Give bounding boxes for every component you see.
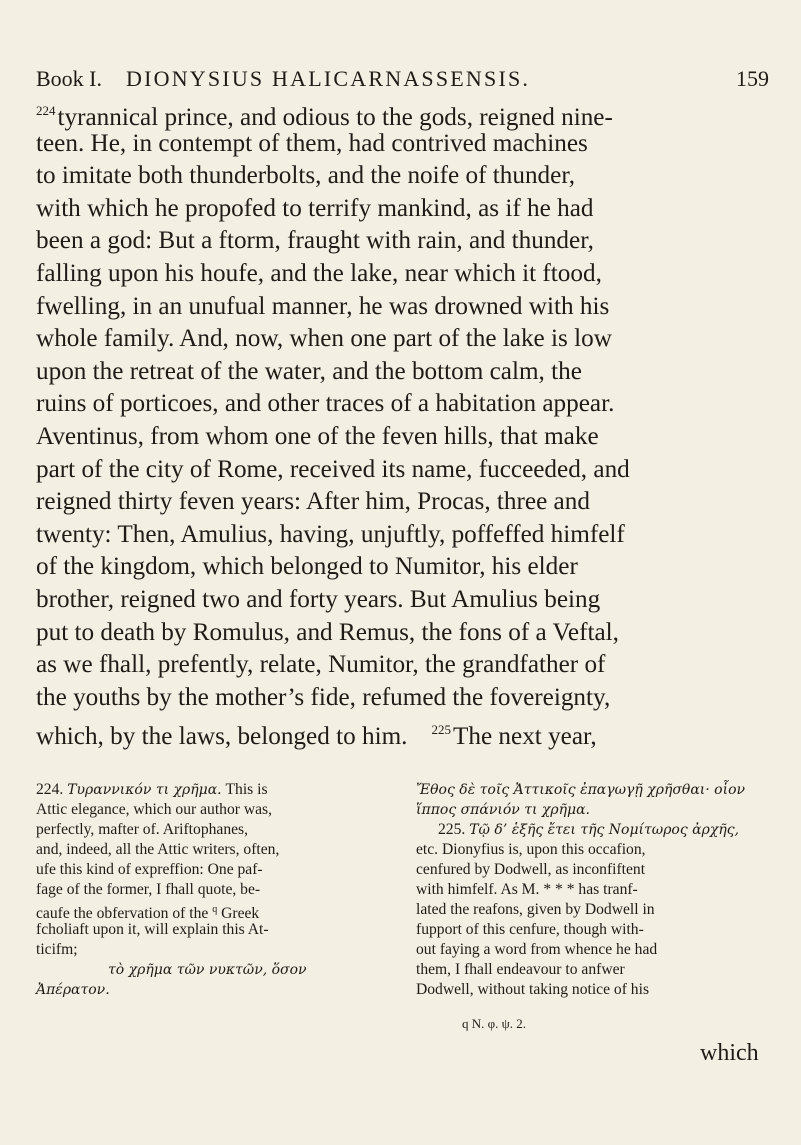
footnote-ref-224: 224 xyxy=(36,103,56,118)
footnote-line: fupport of this cenfure, though with- xyxy=(416,921,644,938)
footnote-line: cenfured by Dodwell, as inconfiftent xyxy=(416,861,646,878)
text-line: fwelling, in an unufual manner, he was drowned with his xyxy=(36,292,610,320)
note-marker: q xyxy=(212,904,218,915)
catchword: which xyxy=(700,1040,759,1066)
book-label: Book I. xyxy=(36,66,102,91)
footnote-number: 224. xyxy=(36,781,64,798)
footnote-line: perfectly, mafter of. Ariftophanes, xyxy=(36,821,249,838)
footnote-number: 225. xyxy=(438,821,466,838)
text-line: part of the city of Rome, received its name, fucceeded, and xyxy=(36,455,630,483)
footnote-line: 224. Τυραννικόν τι χρῆμα. This is xyxy=(36,781,268,798)
text-line: ruins of porticoes, and other traces of a habitation appear. xyxy=(36,390,615,418)
greek-quote: Ἀπέρατον. xyxy=(36,982,110,998)
greek-quote: τὸ χρῆμα τῶν νυκτῶν, ὅσον xyxy=(108,962,307,978)
greek-quote: Ἔθος δὲ τοῖς Ἀττικοῖς ἐπαγωγῇ χρῆσθαι· οἷον xyxy=(416,782,746,798)
text-line: put to death by Romulus, and Remus, the fons of a Veftal, xyxy=(36,618,619,646)
text-line: twenty: Then, Amulius, having, unjuftly, poffeffed himfelf xyxy=(36,520,625,548)
text-line: falling upon his houfe, and the lake, near which it ftood, xyxy=(36,260,602,287)
footnote-line: etc. Dionyfius is, upon this occafion, xyxy=(416,841,646,858)
running-header xyxy=(36,66,769,96)
running-title: DIONYSIUS HALICARNASSENSIS. xyxy=(126,66,531,91)
greek-quote: ἵππος σπάνιόν τι χρῆμα. xyxy=(416,802,591,818)
footnote-line: and, indeed, all the Attic writers, often, xyxy=(36,841,280,858)
text-line: reigned thirty feven years: After him, Procas, three and xyxy=(36,488,590,516)
text-line: the youths by the mother’s fide, refumed the fovereignty, xyxy=(36,683,611,711)
footnote-line: caufe the obfervation of the $^q$ Greek xyxy=(36,904,260,922)
footnote-line: them, I fhall endeavour to anfwer xyxy=(416,961,625,978)
footnote-line: ticifm; xyxy=(36,941,78,958)
footnote-line: fcholiaft upon it, will explain this At- xyxy=(36,921,269,938)
footnote-line: fage of the former, I fhall quote, be- xyxy=(36,881,261,898)
text-line: which, by the laws, belonged to him. $^{225}$The next year, xyxy=(36,722,597,751)
footnote-line: Attic elegance, which our author was, xyxy=(36,801,272,818)
footnote-line: Dodwell, without taking notice of his xyxy=(416,981,650,998)
greek-quote: Τυραννικόν τι χρῆμα. xyxy=(67,782,222,798)
greek-quote: Τῷ δ’ ἑξῆς ἔτει τῆς Νομίτωρος ἀρχῆς, xyxy=(469,822,739,838)
text-line: to imitate both thunderbolts, and the noife of thunder, xyxy=(36,162,576,190)
footnote-line: out faying a word from whence he had xyxy=(416,941,658,958)
footnote-ref-225: 225 xyxy=(431,722,451,738)
text-line: whole family. And, now, when one part of the lake is low xyxy=(36,325,612,353)
text-line: as we fhall, prefently, relate, Numitor, the grandfather of xyxy=(36,651,606,679)
text-line: been a god: But a ftorm, fraught with rain, and thunder, xyxy=(36,227,594,255)
text-line: brother, reigned two and forty years. But Amulius being xyxy=(36,586,601,613)
text-line: teen. He, in contempt of them, had contrived machines xyxy=(36,129,588,157)
footnote-line: ufe this kind of expreffion: One paf- xyxy=(36,861,263,878)
source-note: q Ν. φ. ψ. 2. xyxy=(462,1016,527,1031)
text-line: of the kingdom, which belonged to Numitor, his elder xyxy=(36,553,578,581)
footnote-line: with himfelf. As M. * * * has tranf- xyxy=(416,881,638,898)
text-line: Aventinus, from whom one of the feven hills, that make xyxy=(36,423,599,450)
footnote-line: lated the reafons, given by Dodwell in xyxy=(416,901,655,918)
text-line: with which he propofed to terrify mankind, as if he had xyxy=(36,194,594,222)
text-line: $^{224}$tyrannical prince, and odious to the gods, reigned nine- xyxy=(36,103,613,131)
text-line: upon the retreat of the water, and the bottom calm, the xyxy=(36,357,582,385)
page-number: 159 xyxy=(736,66,769,91)
footnote-line xyxy=(438,820,739,840)
